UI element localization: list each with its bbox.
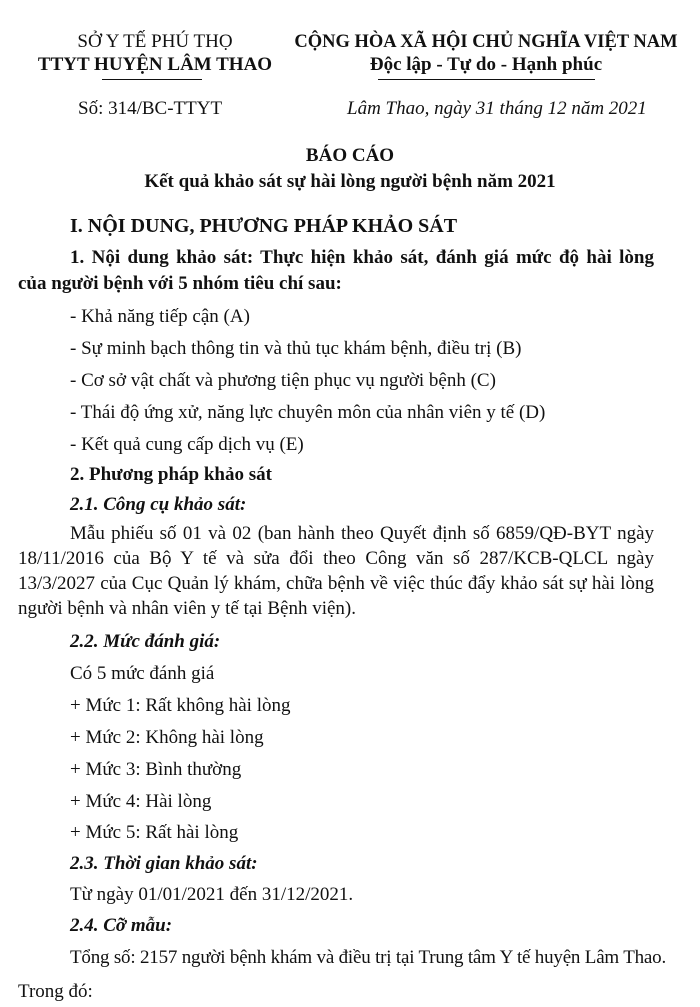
subsection-2-1-heading: 2.1. Công cụ khảo sát: [70,494,247,515]
subsection-1-line-2: của người bệnh với 5 nhóm tiêu chí sau: [18,273,342,294]
agency-name: SỞ Y TẾ PHÚ THỌ [77,31,233,52]
paragraph-line: người bệnh và nhân viên y tế tại Bệnh viện). [18,598,356,619]
survey-period: Từ ngày 01/01/2021 đến 31/12/2021. [70,884,354,905]
paragraph-line: 13/3/2027 của Cục Quản lý khám, chữa bệnh về việc thúc đẩy khảo sát sự hài lòng [18,573,654,594]
subsection-2-heading: 2. Phương pháp khảo sát [70,464,272,485]
unit-underline [102,79,202,80]
subsection-2-4-heading: 2.4. Cỡ mẫu: [70,915,173,936]
criteria-item: - Thái độ ứng xử, năng lực chuyên môn của nhân viên y tế (D) [70,402,546,423]
unit-name: TTYT HUYỆN LÂM THAO [37,54,273,75]
report-title: BÁO CÁO [305,145,395,166]
section-heading: I. NỘI DUNG, PHƯƠNG PHÁP KHẢO SÁT [70,215,458,237]
trong-do-label: Trong đó: [18,981,93,1002]
place-and-date: Lâm Thao, ngày 31 tháng 12 năm 2021 [347,98,647,119]
criteria-item: - Sự minh bạch thông tin và thủ tục khám bệnh, điều trị (B) [70,338,522,359]
level-item: + Mức 1: Rất không hài lòng [70,695,291,716]
level-item: + Mức 2: Không hài lòng [70,727,264,748]
subsection-2-3-heading: 2.3. Thời gian khảo sát: [70,853,258,874]
criteria-item: - Khả năng tiếp cận (A) [70,306,250,327]
level-item: + Mức 4: Hài lòng [70,791,212,812]
document-number: Số: 314/BC-TTYT [78,98,223,119]
criteria-item: - Kết quả cung cấp dịch vụ (E) [70,434,304,455]
national-title: CỘNG HÒA XÃ HỘI CHỦ NGHĨA VIỆT NAM [294,32,678,52]
level-item: + Mức 5: Rất hài lòng [70,822,239,843]
levels-intro: Có 5 mức đánh giá [70,663,215,684]
national-motto: Độc lập - Tự do - Hạnh phúc [369,54,603,75]
paragraph-line: Mẫu phiếu số 01 và 02 (ban hành theo Quyết định số 6859/QĐ-BYT ngày [70,523,654,544]
motto-underline [378,79,595,80]
report-subtitle: Kết quả khảo sát sự hài lòng người bệnh năm 2021 [144,171,556,192]
subsection-2-2-heading: 2.2. Mức đánh giá: [70,631,221,652]
subsection-1-line-1: 1. Nội dung khảo sát: Thực hiện khảo sát, đánh giá mức độ hài lòng [70,247,654,268]
level-item: + Mức 3: Bình thường [70,759,242,780]
paragraph-line: 18/11/2016 của Bộ Y tế và sửa đổi theo Công văn số 287/KCB-QLCL ngày [18,548,654,569]
criteria-item: - Cơ sở vật chất và phương tiện phục vụ người bệnh (C) [70,370,496,391]
sample-size: Tổng số: 2157 người bệnh khám và điều trị tại Trung tâm Y tế huyện Lâm Thao. [70,947,667,968]
